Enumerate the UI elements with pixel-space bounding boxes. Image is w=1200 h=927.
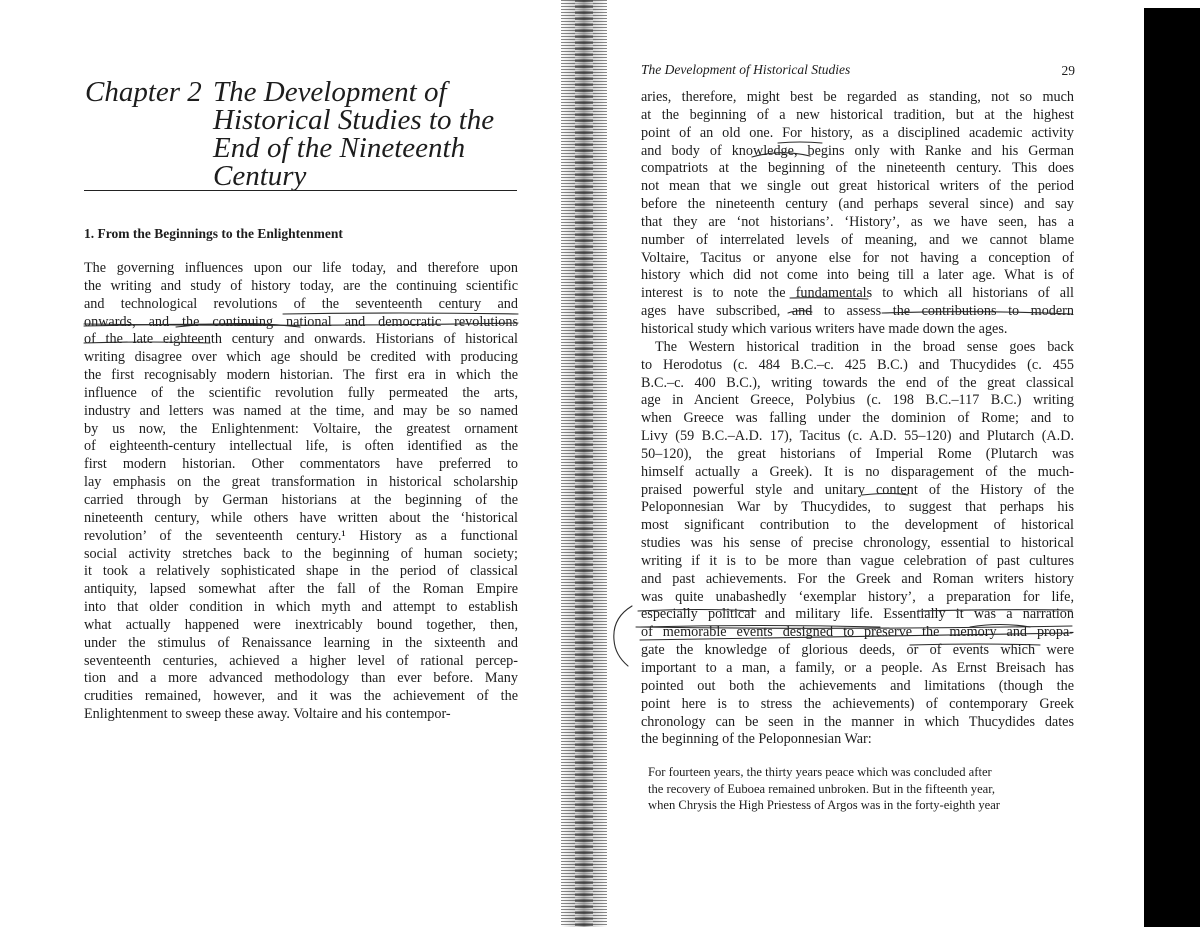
text-line: gate the knowledge of glorious deeds, or of events which were	[641, 642, 1074, 659]
text-line: industry and letters was named at the time, and may be so named	[84, 402, 518, 419]
chapter-title	[213, 78, 523, 190]
text-line: number of interrelated levels of meaning, and we cannot blame	[641, 231, 1074, 248]
text-line: The governing influences upon our life today, and therefore upon	[84, 260, 518, 276]
text-line: carried through by German historians at the beginning of the	[84, 491, 518, 508]
running-title: The Development of Historical Studies	[641, 62, 851, 77]
chapter-title-line: End of the Nineteenth	[213, 132, 466, 164]
text-line: historical study which various writers have made down the ages.	[641, 320, 1008, 337]
text-line: B.C.–c. 400 B.C.), writing towards the end of the great classical	[641, 374, 1074, 391]
text-line: what actually happened were inextricably bound together, then,	[84, 616, 518, 633]
text-line: at the beginning of a new historical tradition, but at the highest	[641, 106, 1074, 123]
text-line: praised powerful style and unitary content of the History of the	[641, 481, 1074, 498]
text-line: that they are ‘not historians’. ‘History’, as we have seen, has a	[641, 213, 1074, 230]
text-line: interest is to note the fundamentals to which all historians of all	[641, 285, 1074, 302]
text-line: studies was his sense of precise chronology, essential to historical	[641, 535, 1074, 552]
text-line: it took a relatively sophisticated shape in the period of classical	[84, 563, 518, 580]
text-line: the writing and study of history today, are the continuing scientific	[84, 277, 518, 294]
text-line: onwards, and the continuing national and democratic revolutions	[84, 313, 518, 330]
text-line: 50–120), the great historians of Imperial Rome (Plutarch was	[641, 445, 1074, 462]
text-line: compatriots at the beginning of the nineteenth century. This does	[641, 160, 1074, 177]
text-line: point here is to stress the achievements) of contemporary Greek	[641, 695, 1074, 712]
block-quote	[648, 764, 1072, 814]
text-line: the beginning of the Peloponnesian War:	[641, 731, 872, 748]
text-line: most significant contribution to the development of historical	[641, 517, 1074, 534]
text-line: first modern historian. Other commentators have preferred to	[84, 456, 518, 473]
chapter-title-line: The Development of	[213, 76, 447, 108]
text-line: tion and a more advanced methodology than ever before. Many	[84, 670, 518, 687]
text-line: history which did not come into being till a later age. What is of	[641, 267, 1074, 284]
left-body-text	[84, 260, 518, 724]
text-line: social activity stretches back to the beginning of human society;	[84, 545, 518, 562]
page-number: 29	[1061, 63, 1075, 78]
text-line: antiquity, lapsed somewhat after the fall of the Roman Empire	[84, 581, 518, 598]
text-line: when Chrysis the High Priestess of Argos was in the forty-eighth year	[648, 798, 1000, 813]
text-line: by us now, the Enlightenment: Voltaire, the greatest ornament	[84, 420, 518, 437]
text-line: and body of knowledge, begins only with Ranke and his German	[641, 142, 1074, 159]
chapter-title-line: Century	[213, 160, 307, 192]
text-line: and technological revolutions of the seventeenth century and	[84, 295, 518, 312]
section-heading: 1. From the Beginnings to the Enlightenment	[84, 226, 343, 241]
text-line: revolution’ of the seventeenth century.¹ History as a functional	[84, 527, 518, 544]
text-line: the recovery of Euboea remained unbroken. But in the fifteenth year,	[648, 781, 996, 796]
text-line: aries, therefore, might best be regarded as standing, not so much	[641, 89, 1074, 105]
text-line: of eighteenth-century intellectual life, is often identified as the	[84, 438, 518, 455]
text-line: pointed out both the achievements and limitations (though the	[641, 677, 1074, 694]
text-line: seventeenth centuries, achieved a higher level of rational percep-	[84, 652, 518, 669]
text-line: influence of the scientific revolution fully permeated the arts,	[84, 384, 518, 401]
text-line: important to a man, a family, or a people. As Ernst Breisach has	[641, 660, 1074, 676]
text-line: when Greece was falling under the dominion of Rome; and to	[641, 410, 1074, 427]
text-line: For fourteen years, the thirty years peace which was concluded after	[648, 765, 992, 779]
text-line: chronology can be seen in the manner in which Thucydides dates	[641, 713, 1074, 730]
text-line: Enlightenment to sweep these away. Voltaire and his contempor-	[84, 706, 451, 723]
text-line: ages have subscribed, and to assess the contributions to modern	[641, 303, 1074, 320]
text-line: crudities remained, however, and it was the achievement of the	[84, 688, 518, 705]
chapter-label: Chapter 2	[85, 76, 202, 108]
text-line: to Herodotus (c. 484 B.C.–c. 425 B.C.) and Thucydides (c. 455	[641, 356, 1074, 373]
running-header	[641, 62, 1073, 82]
text-line: The Western historical tradition in the broad sense goes back	[655, 338, 1074, 355]
text-line: point of an old one. For history, as a disciplined academic activity	[641, 124, 1074, 141]
text-line: Livy (59 B.C.–A.D. 17), Tacitus (c. A.D. 55–120) and Plutarch (A.D.	[641, 428, 1074, 445]
text-line: of the late eighteenth century and onwards. Historians of historical	[84, 331, 518, 348]
text-line: under the stimulus of Renaissance learning in the sixteenth and	[84, 634, 518, 651]
text-line: lay emphasis on the great transformation in historical scholarship	[84, 474, 518, 491]
text-line: Peloponnesian War by Thucydides, to suggest that perhaps his	[641, 499, 1074, 516]
page-edge-shadow	[1144, 8, 1200, 927]
text-line: age in Ancient Greece, Polybius (c. 198 B.C.–117 B.C.) writing	[641, 392, 1074, 409]
text-line: himself actually a Greek). It is no disparagement of the much-	[641, 463, 1074, 480]
text-line: writing if it is to be more than vague celebration of past cultures	[641, 552, 1074, 569]
text-line: writing disagree over which age should be credited with producing	[84, 349, 518, 366]
right-page	[600, 0, 1140, 927]
left-page	[0, 0, 560, 927]
text-line: not mean that we single out great historical writers of the period	[641, 178, 1074, 195]
text-line: and past achievements. For the Greek and Roman writers history	[641, 570, 1074, 587]
text-line: into that older condition in which myth and attempt to establish	[84, 599, 518, 616]
chapter-title-line: Historical Studies to the	[213, 104, 495, 136]
text-line: the first recognisably modern historian. The first era in which the	[84, 367, 518, 384]
heading-rule	[84, 190, 517, 191]
text-line: nineteenth century, while others have written about the ‘historical	[84, 509, 518, 526]
text-line: especially political and military life. Essentially it was a narration	[641, 606, 1074, 623]
text-line: of memorable events designed to preserve the memory and propa-	[641, 624, 1074, 641]
text-line: Voltaire, Tacitus or anyone else for not having a conception of	[641, 249, 1074, 266]
text-line: before the nineteenth century (and perhaps several since) and say	[641, 196, 1074, 213]
right-body-text	[641, 89, 1074, 749]
text-line: was quite unabashedly ‘exemplar history’, a preparation for life,	[641, 588, 1074, 605]
